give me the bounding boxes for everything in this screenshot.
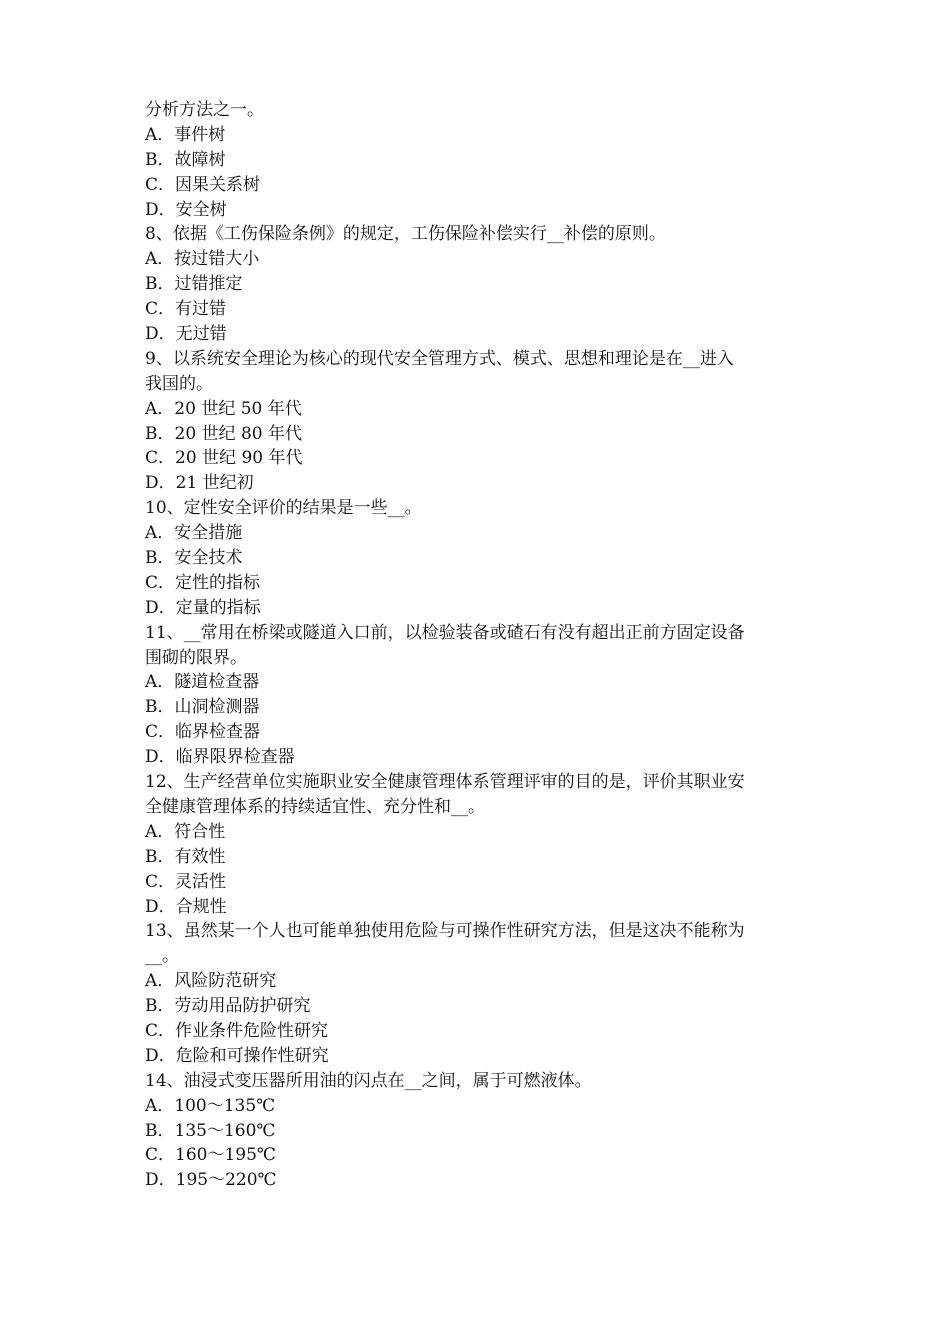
option-text: 195～220℃ (175, 1170, 277, 1191)
option-letter: D． (145, 473, 176, 494)
option-letter: A． (145, 672, 175, 693)
option-letter: A． (145, 523, 175, 544)
question-11-stem-line-1: 11、__常用在桥梁或隧道入口前，以检验装备或碴石有没有超出正前方固定设备 (145, 622, 745, 643)
question-10-option-c (145, 571, 815, 596)
option-text: 因果关系树 (175, 174, 261, 195)
option-letter: C． (145, 572, 176, 593)
option-letter: B． (145, 149, 175, 170)
question-8-option-d (145, 322, 815, 347)
option-letter: C． (145, 722, 176, 743)
option-text: 20 世纪 50 年代 (174, 398, 302, 419)
option-text: 无过错 (175, 324, 227, 345)
question-12-option-c (145, 870, 815, 895)
option-letter: A． (145, 124, 175, 145)
option-letter: B． (145, 548, 175, 569)
option-letter: B． (145, 846, 175, 867)
question-8-stem: 8、依据《工伤保险条例》的规定，工伤保险补偿实行__补偿的原则。 (145, 224, 666, 245)
option-letter: D． (145, 597, 176, 618)
question-9-stem-line-2: 我国的。 (145, 373, 213, 394)
question-11-option-c (145, 720, 815, 745)
question-13-stem-line-2: __。 (145, 946, 179, 967)
option-letter: C． (145, 1145, 176, 1166)
option-text: 符合性 (174, 821, 226, 842)
option-text: 20 世纪 80 年代 (174, 423, 302, 444)
option-text: 安全树 (175, 199, 227, 220)
option-text: 临界限界检查器 (175, 747, 295, 768)
option-text: 过错推定 (174, 274, 243, 295)
option-letter: A． (145, 249, 175, 270)
option-letter: C． (145, 174, 176, 195)
question-list (145, 98, 815, 1193)
question-12-option-b (145, 845, 815, 870)
option-text: 20 世纪 90 年代 (175, 448, 303, 469)
question-10-stem: 10、定性安全评价的结果是一些__。 (145, 498, 422, 519)
option-text: 有效性 (174, 846, 226, 867)
intro-stem-line: 分析方法之一。 (145, 100, 264, 120)
intro-option-b (145, 148, 815, 173)
option-letter: A． (145, 971, 175, 992)
intro-option-a (145, 123, 815, 148)
option-text: 风险防范研究 (174, 971, 277, 992)
option-letter: B． (145, 1120, 175, 1141)
question-8-option-a (145, 247, 815, 272)
question-13-option-d (145, 1044, 815, 1069)
option-letter: A． (145, 821, 175, 842)
option-text: 危险和可操作性研究 (175, 1045, 329, 1066)
option-text: 160～195℃ (175, 1145, 276, 1166)
option-letter: D． (145, 1170, 176, 1191)
option-text: 故障树 (174, 149, 226, 170)
option-text: 21 世纪初 (175, 473, 254, 494)
question-14-option-c (145, 1143, 815, 1168)
option-text: 135～160℃ (174, 1120, 276, 1141)
question-14-stem: 14、油浸式变压器所用油的闪点在__之间，属于可燃液体。 (145, 1070, 592, 1091)
option-text: 有过错 (175, 299, 227, 320)
option-text: 临界检查器 (175, 722, 261, 743)
question-12-option-d (145, 895, 815, 920)
option-letter: B． (145, 423, 175, 444)
question-14-option-a (145, 1094, 815, 1119)
option-letter: B． (145, 274, 175, 295)
option-letter: C． (145, 1020, 176, 1041)
question-9-option-c (145, 446, 815, 471)
option-letter: D． (145, 747, 176, 768)
option-text: 100～135℃ (174, 1095, 276, 1116)
option-text: 合规性 (175, 896, 227, 917)
option-text: 作业条件危险性研究 (175, 1020, 329, 1041)
question-12-stem-line-1: 12、生产经营单位实施职业安全健康管理体系管理评审的目的是，评价其职业安 (145, 772, 745, 793)
question-13-option-c (145, 1019, 815, 1044)
question-11-option-b (145, 695, 815, 720)
option-text: 按过错大小 (174, 249, 260, 270)
intro-option-c (145, 173, 815, 198)
option-text: 隧道检查器 (174, 672, 260, 693)
question-14-option-d (145, 1168, 815, 1193)
question-9-stem-line-1: 9、以系统安全理论为核心的现代安全管理方式、模式、思想和理论是在__进入 (145, 348, 734, 369)
question-11-stem-line-2: 围砌的限界。 (145, 647, 247, 668)
option-text: 安全措施 (174, 523, 243, 544)
option-letter: C． (145, 448, 176, 469)
question-11-option-a (145, 670, 815, 695)
option-letter: B． (145, 697, 175, 718)
question-13-option-a (145, 969, 815, 994)
question-9-option-a (145, 397, 815, 422)
option-letter: B． (145, 996, 175, 1017)
question-8-option-c (145, 297, 815, 322)
question-11-option-d (145, 745, 815, 770)
question-12-option-a (145, 820, 815, 845)
question-12-stem-line-2: 全健康管理体系的持续适宜性、充分性和__。 (145, 796, 485, 817)
question-8-option-b (145, 272, 815, 297)
option-text: 事件树 (174, 124, 226, 145)
question-10-option-d (145, 596, 815, 621)
option-text: 安全技术 (174, 548, 243, 569)
option-letter: A． (145, 1095, 175, 1116)
question-10-option-b (145, 546, 815, 571)
question-13-stem-line-1: 13、虽然某一个人也可能单独使用危险与可操作性研究方法，但是这决不能称为 (145, 921, 745, 942)
intro-option-d (145, 198, 815, 223)
option-letter: C． (145, 871, 176, 892)
question-14-option-b (145, 1119, 815, 1144)
question-13-option-b (145, 994, 815, 1019)
option-text: 山洞检测器 (174, 697, 260, 718)
option-letter: D． (145, 199, 176, 220)
option-text: 定量的指标 (175, 597, 261, 618)
option-text: 定性的指标 (175, 572, 261, 593)
option-letter: D． (145, 1045, 176, 1066)
question-9-option-b (145, 422, 815, 447)
option-letter: A． (145, 398, 175, 419)
option-letter: D． (145, 324, 176, 345)
question-9-option-d (145, 471, 815, 496)
option-text: 劳动用品防护研究 (174, 996, 311, 1017)
question-10-option-a (145, 521, 815, 546)
option-text: 灵活性 (175, 871, 227, 892)
option-letter: C． (145, 299, 176, 320)
option-letter: D． (145, 896, 176, 917)
